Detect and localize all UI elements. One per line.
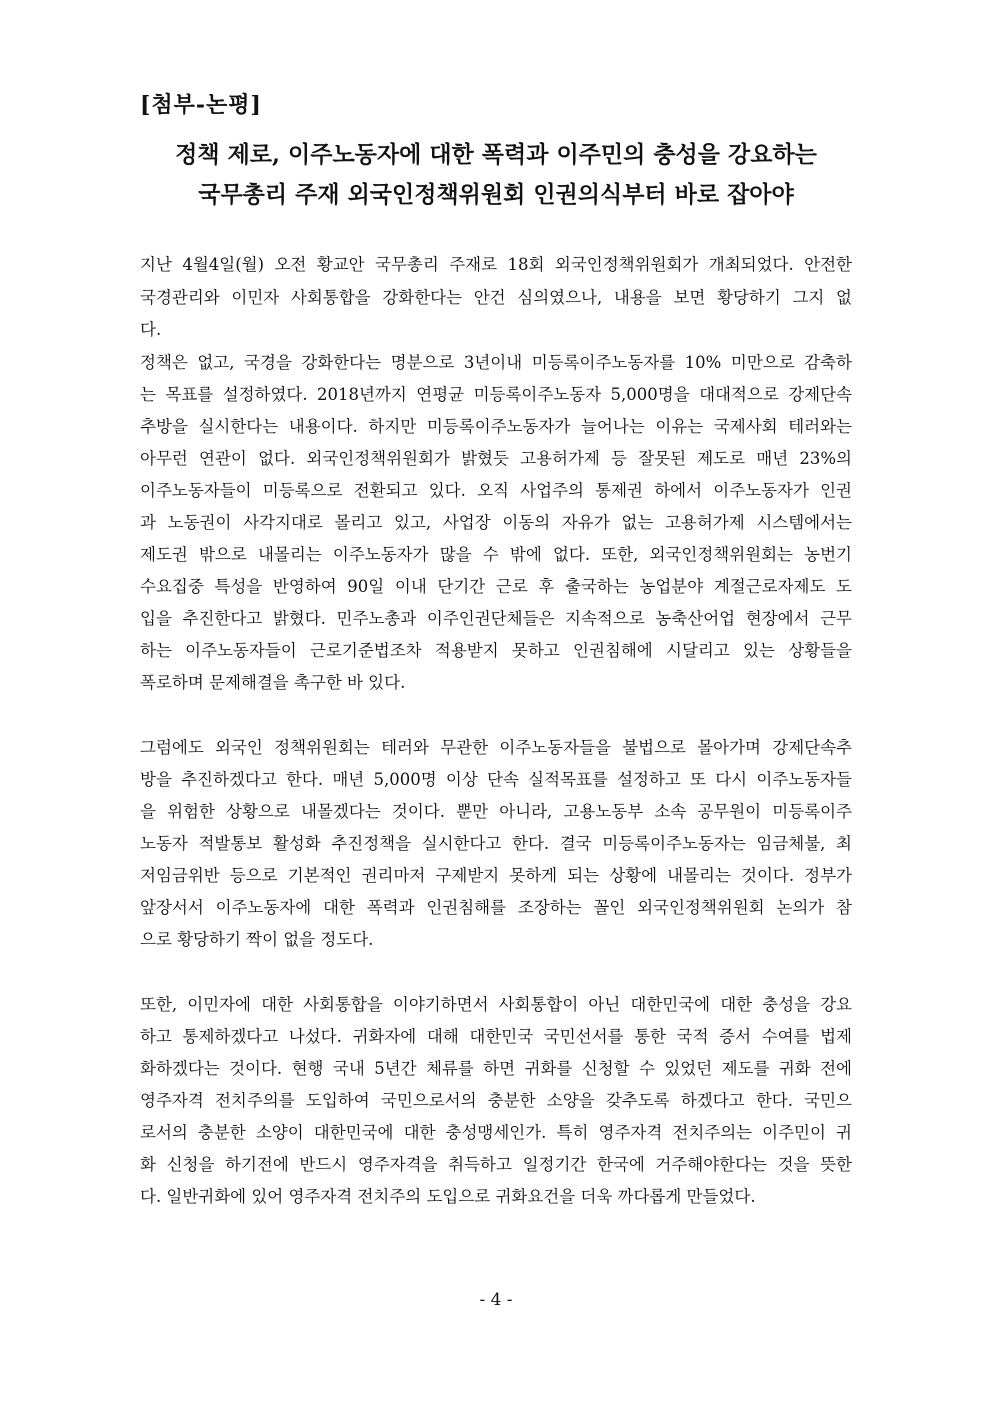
- paragraph-line: 제도권 밖으로 내몰리는 이주노동자가 많을 수 밖에 없다. 또한, 외국인정책위원회는 농번기: [140, 545, 852, 564]
- paragraph-line: 수요집중 특성을 반영하여 90일 이내 단기간 근로 후 출국하는 농업분야 계절근로자제도 도: [140, 577, 852, 596]
- paragraph-line: 노동자 적발통보 활성화 추진정책을 실시한다고 한다. 결국 미등록이주노동자는 임금체불, 최: [140, 834, 852, 853]
- paragraph-line: 아무런 연관이 없다. 외국인정책위원회가 밝혔듯 고용허가제 등 잘못된 제도로 매년 23%의: [140, 449, 852, 468]
- paragraph-line: 정책은 없고, 국경을 강화한다는 명분으로 3년이내 미등록이주노동자를 10% 미만으로 감축하: [140, 353, 852, 372]
- paragraph-line: 는 목표를 설정하였다. 2018년까지 연평균 미등록이주노동자 5,000명을 대대적으로 강제단속: [140, 385, 852, 404]
- paragraph-line: 추방을 실시한다는 내용이다. 하지만 미등록이주노동자가 늘어나는 이유는 국제사회 테러와는: [140, 417, 852, 436]
- paragraph-line: 과 노동권이 사각지대로 몰리고 있고, 사업장 이동의 자유가 없는 고용허가제 시스템에서는: [140, 513, 852, 532]
- paragraph-line: 그럼에도 외국인 정책위원회는 테러와 무관한 이주노동자들을 불법으로 몰아가며 강제단속추: [140, 738, 852, 757]
- title-line-1: 정책 제로, 이주노동자에 대한 폭력과 이주민의 충성을 강요하는: [175, 141, 817, 168]
- paragraph-line: 방을 추진하겠다고 한다. 매년 5,000명 이상 단속 실적목표를 설정하고 또 다시 이주노동자들: [140, 770, 852, 789]
- page-number: - 4 -: [479, 1290, 513, 1310]
- paragraph-line: 을 위험한 상황으로 내몰겠다는 것이다. 뿐만 아니라, 고용노동부 소속 공무원이 미등록이주: [140, 802, 852, 821]
- paragraph-line: 하는 이주노동자들이 근로기준법조차 적용받지 못하고 인권침해에 시달리고 있는 상황들을: [140, 641, 852, 660]
- paragraph-line: 다. 일반귀화에 있어 영주자격 전치주의 도입으로 귀화요건을 더욱 까다롭게 만들었다.: [140, 1187, 756, 1206]
- paragraph-line: 하고 통제하겠다고 나섰다. 귀화자에 대해 대한민국 국민선서를 통한 국적 증서 수여를 법제: [140, 1027, 852, 1046]
- paragraph-line: 입을 추진한다고 밝혔다. 민주노총과 이주인권단체들은 지속적으로 농축산어업 현장에서 근무: [140, 609, 852, 628]
- paragraph-line: 영주자격 전치주의를 도입하여 국민으로서의 충분한 소양을 갖추도록 하겠다고 한다. 국민으: [140, 1091, 852, 1110]
- section-tag: [첨부-논평]: [140, 92, 262, 118]
- paragraph-line: 다.: [140, 320, 162, 339]
- paragraph-line: 저임금위반 등으로 기본적인 권리마저 구제받지 못하게 되는 상황에 내몰리는 것이다. 정부가: [140, 866, 852, 885]
- paragraph-line: 폭로하며 문제해결을 촉구한 바 있다.: [140, 673, 406, 692]
- paragraph-line: 국경관리와 이민자 사회통합을 강화한다는 안건 심의였으나, 내용을 보면 황당하기 그지 없: [140, 288, 852, 307]
- paragraph-line: 앞장서서 이주노동자에 대한 폭력과 인권침해를 조장하는 꼴인 외국인정책위원회 논의가 참: [140, 898, 852, 917]
- paragraph-line: 화 신청을 하기전에 반드시 영주자격을 취득하고 일정기간 한국에 거주해야한다는 것을 뜻한: [140, 1155, 852, 1174]
- paragraph-line: 으로 황당하기 짝이 없을 정도다.: [140, 930, 374, 949]
- paragraph-line: 로서의 충분한 소양이 대한민국에 대한 충성맹세인가. 특히 영주자격 전치주의는 이주민이 귀: [140, 1123, 852, 1142]
- paragraph-line: 이주노동자들이 미등록으로 전환되고 있다. 오직 사업주의 통제권 하에서 이주노동자가 인권: [140, 481, 852, 500]
- paragraph-line: 지난 4월4일(월) 오전 황교안 국무총리 주재로 18회 외국인정책위원회가 개최되었다. 안전한: [140, 255, 852, 274]
- paragraph-line: 화하겠다는 것이다. 현행 국내 5년간 체류를 하면 귀화를 신청할 수 있었던 제도를 귀화 전에: [140, 1059, 852, 1078]
- title-line-2: 국무총리 주재 외국인정책위원회 인권의식부터 바로 잡아야: [198, 181, 794, 208]
- paragraph-line: 또한, 이민자에 대한 사회통합을 이야기하면서 사회통합이 아닌 대한민국에 대한 충성을 강요: [140, 995, 852, 1014]
